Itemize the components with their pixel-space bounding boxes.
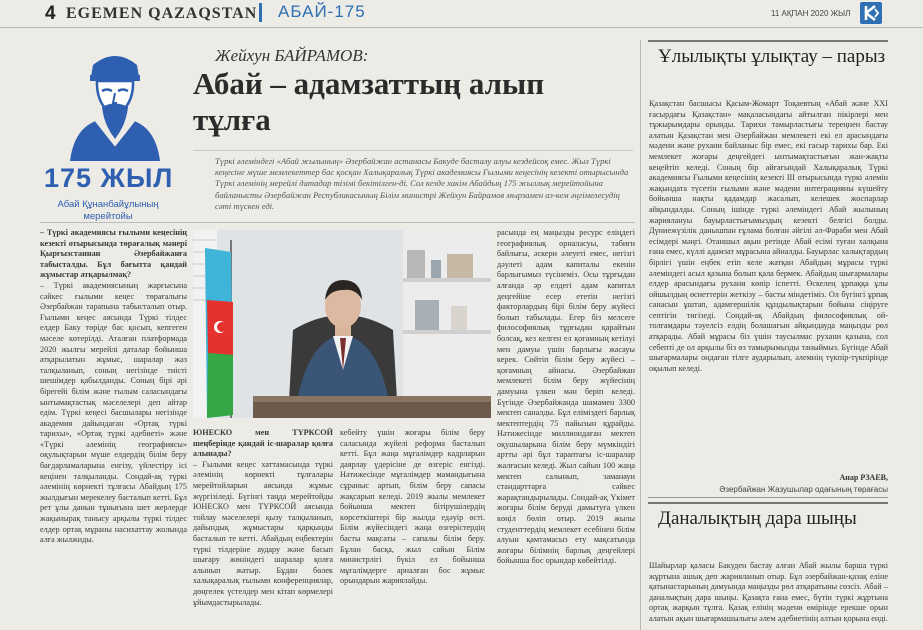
abai-portrait-icon: [66, 45, 164, 166]
newspaper-masthead: EGEMEN QAZAQSTAN: [66, 5, 258, 22]
article-column-1: [40, 228, 187, 630]
article-column-2: [193, 428, 333, 630]
page-number: 4: [45, 3, 56, 24]
article-title: Абай – адамзаттың алып тұлға: [193, 66, 545, 137]
sidebar-article-title: Ұлылықты ұлықтау – парыз: [658, 46, 886, 67]
sidebar-divider: [640, 40, 641, 630]
lead-rule: [193, 150, 633, 151]
publisher-logo-icon: [860, 2, 882, 24]
column-2-text: – Ғылыми кеңес хаттамасында түркі әлемінің көрнекті тұлғалары мерейтойларын аясында жұмыс жүргізіледі. Бүгінгі таңда мерейтойды ЮНЕСКО мен ТҮРКСОЙ аясында тойлау мәселелері қызу талқыланып, дайындық жұмыстары қарқынды басталып те кетті. Абайдың еңбектерін түркі тілдеріне аудару және басып шығару жөніндегі шаралар қолға алынып жатыр. Бұдан бөлек халықаралық ғылыми конференциялар, дөңгелек үстелдер мен кітап көрмелері ұйымдастырылады.: [193, 459, 333, 607]
header-divider: [259, 3, 262, 22]
sidebar-author-signature: Анар РЗАЕВ,: [839, 473, 888, 482]
article-lead: Түркі әлеміндегі «Абай жылының» Әзербайжан астанасы Бакуде басталу алуы кездейсоқ емес. Жыл Түркі кеңесіне мүше мемлекеттер бас қосқан Халықаралық Түркі академиясы Ғылыми кеңесінің кезекті отырысында Түркі әлемінің мерейлі датадар тізімі бекітілген-ді. Сол кезде хакім Абайдың 175 жыллық мерейтойына байланысты Әзербайжан Республикасының Білім министрі Жейхун Байрамов мырзамен аз-кем әңгімелесудің сәті түскен еді.: [215, 156, 629, 211]
sidebar-article-body: Қазақстан басшысы Қасым-Жомарт Тоқаевтың «Абай және XXI ғасырдағы Қазақстан» мақаласындағы айтылған пікірлері мен тұжырымдары орынды. Тарихи тамырластығы тереңнен бастау алатын Қазақстан мен Әзербайжан мемлекеті екі ел арасындағы мәдени және рухани байланыс бір емес, екі ғасыр тарихы бар. Екі мемлекет жоғары деңгейдегі ынтымақтастығын жан-жақты кеңейтіп келеді. Соның бір айғағындай Халықаралық Түркі академиясы Ғылыми кеңесінің кезекті III отырысында түркі әлемін жақындата түсетін ғылыми және мәдени интеграцияны күшейту бойынша нақты қадамдар жасалып, келешек жоспарлар айқындалды. Соның ішінде түркі әлеміндегі Абай жылының жариялануы бауырластығымыздың кезекті белгісі болды. Дүниежүзілік данышпан ғұлама болған әйгілі әл-Фараби мен Абай есімдері мәңгі. Отаншыл ақын ретінде Абай есімі туған халқына ғана емес, күллі адамзат мұрасына айналды. Бауырлас халықтардың бірлігі үшін еңбек етіп келе жатқан Абайдың мұрасы түркі әлеміндегі асыл қазына болып қала бермек. Абайдың шығармалары елдер арасындағы рухани көпір іспетті. Өскелең ұрпаққа ұлы ойшылдың өсиеттерін жеткізу – басты міндетіміз. Ол бүгінгі ұрпақ санасын ұштап, адамгершілік құндылықтарын бойына сіңіруге септігін тигізеді. Сондай-ақ Абайдың философиялық ой-толғамдары тәуелсіз елдің болашағын айқындауда маңызды рөл атқарады. Абай мұрасы біз үшін таусылмас рухани қазына, сол себепті де ол арқылы біз өз тамырымызды таныймыз. Бүгінде Абай шығармалары ондаған тілге аударылып, әлемнің түкпір-түкпірінде оқылып келеді.: [649, 99, 888, 373]
sidebar-article-2-title: Даналықтың дара шыңы: [658, 508, 857, 529]
anniversary-caption: Абай Құнанбайұлының мерейтойы: [57, 199, 159, 222]
sidebar-rule-2: [648, 502, 888, 504]
section-title: АБАЙ-175: [278, 2, 366, 21]
interview-answer: – Түркі академиясының жарғысына сәйкес ғылыми кеңес төрағалығы Әзербайжан тарапына табысталып отыр. Ғылыми кеңес аясында Түркі тілдес елдер Баку төріде бас қосып, кепгеген мәселе көтерілді. Аталған платформада 2020 жылғы мерейлі даталар бойынша атқарылатын жұмыс, шаралар жаз талқыланып, соның негізінде тиісті шешімдер қабылданды. Соның бірі әрі бірегейі білім және ғылым саласындағы ынтымақтастық мәселелері деп айтар едім. Түркі кеңесі басшылары негізінде академия дайындаған «Ортақ түркі тарихы», «Ортақ түркі әдебиеті» және «Түркі әлемінің географиясы» оқулықтарын мүше елдердің білім беру бағдарламаларына енгізу, үйлестіру ісі кеңінен талқыланды. Сондай-ақ түркі әлемінің көрнекті тұлғасы Абайдың 175 жылдығын мерекелеу басталып кетті. Бұл рет ұлы данын тұнығына шет жерлерде жақынырақ танысу арқылы түркі тілдес елдер ортақ мұраны насихаттау жолында алға жылжиды.: [40, 280, 187, 545]
article-column-4: расында ең маңызды ресурс еліңдегі географиялық орналасуы, табиғи байлығы, әскери әлеуеті емес, негізгі дәулеті адам капиталы екенін барлығымыз түсінеміз. Осы тұрғыдан алғанда әр елдегі адам капитал деңгейіне есер ететін негізгі факторлардың бірі білім беру жүйесі болып табылады. Егер біз мелсеге философиялық тұрғыдан қарайтын болсақ, кез келген ел қоғамның кетілуі мен дамуы үшін барлығы жасауы керек. Сөйтіп білім беру жүйесі – қоғамның айнасы. Әзербайжан мемлекеті білім беру жүйесінің дамуына үлкен мән беріп келеді. Бүгінде Әзербайжанда шамамен 3300 мектеп саналды. Бұл еліміздегі барлық мектептердің 75 пайызын құрайды. Нәтижесінде миллиондаған мектеп оқушыларына білім беру мүмкіндігі артты әрі бұл тараптағы іс-шаралар жалғасын келеді. Жыл сайын 100 жаңа мектеп салынып, заманауи стандарттарға сәйкес жарақтандырылады. Сондай-ақ Үкімет жоғары білім беруді дамытуға үлкен көңіл бөліп отыр. 2019 жылы студенттердің мемлекет есебінен білім алуын қамтамасыз ету мақсатында жоғары білімнің барлық деңгейлері бойынша бос орындар көбейтілді.: [497, 228, 635, 566]
issue-date: 11 АҚПАН 2020 ЖЫЛ: [771, 9, 851, 18]
sidebar-article-2-body: Шайырлар қаласы Бакуден бастау алған Абай жылы барша түркі жұртына ашық деп жарияланып отыр. Бұл әзербайжан-қазақ еліне қатынастарының дамуында маңызды рөл атқаратыны сөзсіз. Абай – даналықтың дара шыңы. Қазақта ғана емес, бүтін түркі жұртына ортақ жарқын тұлға. Қазақ елінің мәдени өмірінде ерекше орын алатын ақын шығармашылығы әлем әдебиетінің алтын қорына енді.: [649, 561, 888, 623]
interview-question: – Түркі академиясы ғылыми кеңесінің кезекті отырысында төрағалық мәнері Қырғызстаннан Әзербайжанға табысталды. Бұл бағытта қандай жұмыстар атқарылмақ?: [40, 228, 187, 280]
article-author: Жейхун БАЙРАМОВ:: [215, 46, 369, 65]
sidebar-rule-bottom: [648, 497, 888, 498]
anniversary-label: 175 ЖЫЛ: [44, 163, 174, 193]
sidebar-rule: [648, 40, 888, 42]
heading-separator: [40, 222, 635, 223]
sidebar-author-role: Әзербайжан Жазушылар одағының төрағасы: [719, 485, 888, 494]
article-column-3: кебейту үшін жоғары білім беру саласында жүйелі реформа басталып кетті. Бұл жаңа мұғалімдер кадрларын даярлау үдерісіне де өзгеріс енгізді. Нәтижесінде мұғалімдер мамандығына сұраныс артып, білім беру сапасы жақсарып келеді. 2019 жылы мемлекет бойынша мектеп бітірушілердің көрсеткіштері бір жылда едәуір өсті. Білім жүйесіндегі жаңа өзгерістердің басты мақсаты – сапалы білім беру. Бұлан басқа, жыл сайын Білім министрлігі бүкіл ел бойынша мұғалімдерге арналған бос жұмыс орындарын жариялайды.: [340, 428, 485, 586]
minister-photo: [193, 230, 491, 418]
header-rule: [0, 27, 923, 28]
photo-question: ЮНЕСКО мен ТҮРКСОЙ шеңберінде қандай іс-шаралар қолға алынады?: [193, 428, 333, 459]
